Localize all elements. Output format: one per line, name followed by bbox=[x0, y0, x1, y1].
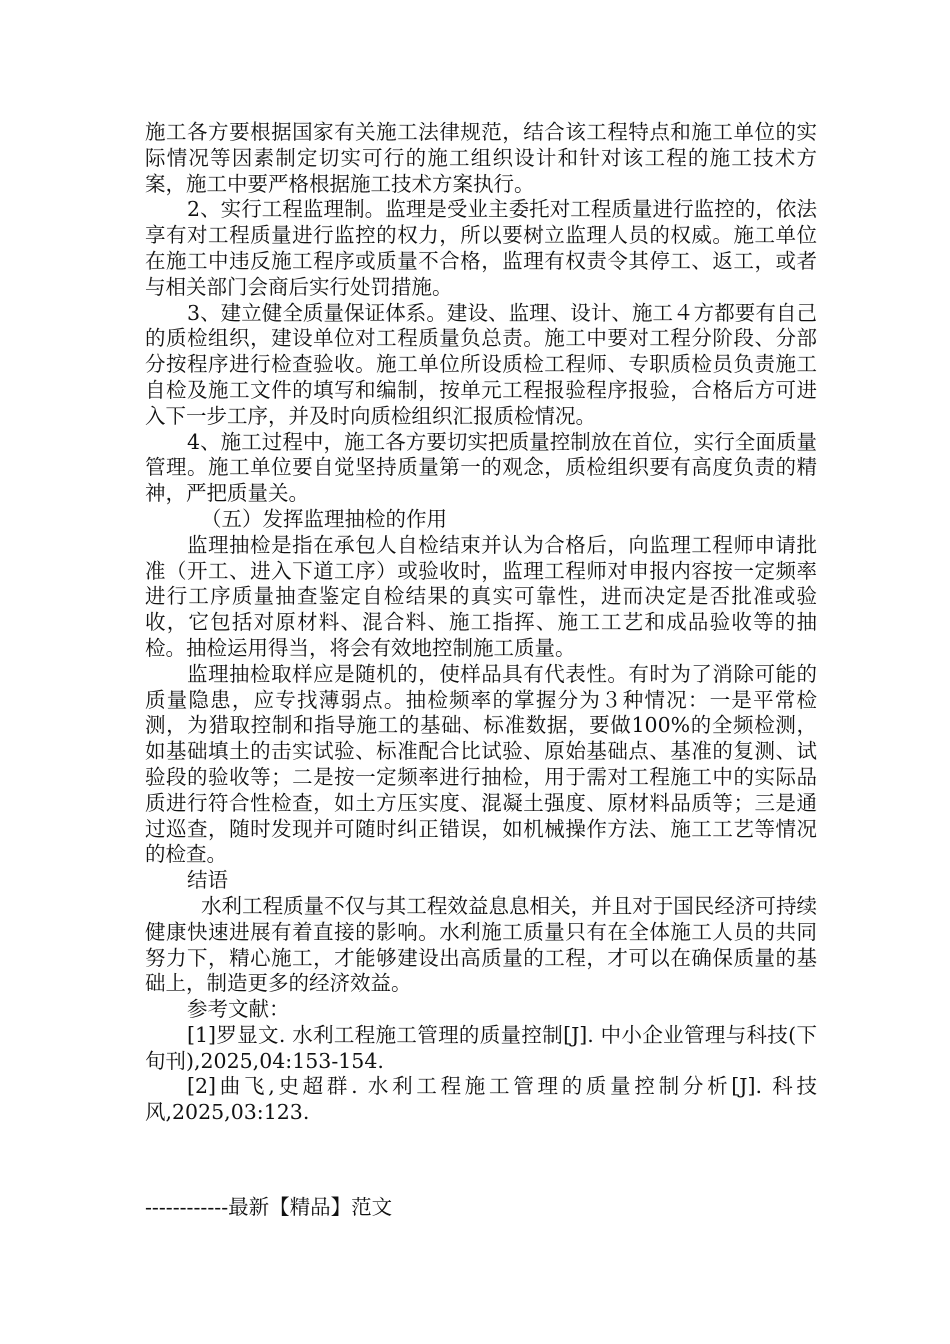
section-heading: （五）发挥监理抽检的作用 bbox=[201, 506, 447, 531]
paragraph-inspection-sampling: 监理抽检取样应是随机的，使样品具有代表性。有时为了消除可能的质量隐患，应专找薄弱点。抽检频率的掌握分为３种情况：一是平常检测，为猎取控制和指导施工的基础、标准数据，要做100%的全频检测，如基础填土的击实试验、标准配合比试验、原始基础点、基准的复测、试验段的验收等；二是按一定频率进行抽检，用于需对工程施工中的实际品质进行符合性检查，如土方压实度、混凝土强度、原材料品质等；三是通过巡查，随时发现并可随时纠正错误，如机械操作方法、施工工艺等情况的检查。 bbox=[145, 661, 817, 867]
reference-item-2: [2]曲飞,史超群. 水利工程施工管理的质量控制分析[J]. 科技风,2025,03:123. bbox=[145, 1074, 817, 1125]
conclusion-heading: 结语 bbox=[187, 868, 228, 893]
paragraph-inspection-definition: 监理抽检是指在承包人自检结束并认为合格后，向监理工程师申请批准（开工、进入下道工序）或验收时，监理工程师对申报内容按一定频率进行工序质量抽查鉴定自检结果的真实可靠性，进而决定是否批准或验收，它包括对原材料、混合料、施工指挥、施工工艺和成品验收等的抽检。抽检运用得当，将会有效地控制施工质量。 bbox=[145, 532, 817, 660]
paragraph-continuation: 施工各方要根据国家有关施工法律规范，结合该工程特点和施工单位的实际情况等因素制定切实可行的施工组织设计和针对该工程的施工技术方案，施工中要严格根据施工技术方案执行。 bbox=[145, 120, 817, 196]
page-footer: ------------最新【精品】范文 bbox=[145, 1195, 393, 1219]
references-heading: 参考文献： bbox=[187, 997, 290, 1022]
document-body bbox=[145, 120, 817, 1126]
paragraph-item-4: 4、施工过程中，施工各方要切实把质量控制放在首位，实行全面质量管理。施工单位要自觉坚持质量第一的观念，质检组织要有高度负责的精神，严把质量关。 bbox=[145, 429, 817, 506]
paragraph-conclusion: 水利工程质量不仅与其工程效益息息相关，并且对于国民经济可持续健康快速进展有着直接的影响。水利施工质量只有在全体施工人员的共同努力下，精心施工，才能够建设出高质量的工程，才可以在确保质量的基础上，制造更多的经济效益。 bbox=[145, 893, 817, 996]
paragraph-item-3: 3、建立健全质量保证体系。建设、监理、设计、施工４方都要有自己的质检组织，建设单位对工程质量负总责。施工中要对工程分阶段、分部分按程序进行检查验收。施工单位所设质检工程师、专职质检员负责施工自检及施工文件的填写和编制，按单元工程报验程序报验，合格后方可进入下一步工序，并及时向质检组织汇报质检情况。 bbox=[145, 300, 817, 428]
reference-item-1: [1]罗显文. 水利工程施工管理的质量控制[J]. 中小企业管理与科技(下旬刊),2025,04:153-154. bbox=[145, 1022, 817, 1073]
paragraph-item-2: 2、实行工程监理制。监理是受业主委托对工程质量进行监控的，依法享有对工程质量进行监控的权力，所以要树立监理人员的权威。施工单位在施工中违反施工程序或质量不合格，监理有权责令其停工、返工，或者与相关部门会商后实行处罚措施。 bbox=[145, 197, 817, 299]
